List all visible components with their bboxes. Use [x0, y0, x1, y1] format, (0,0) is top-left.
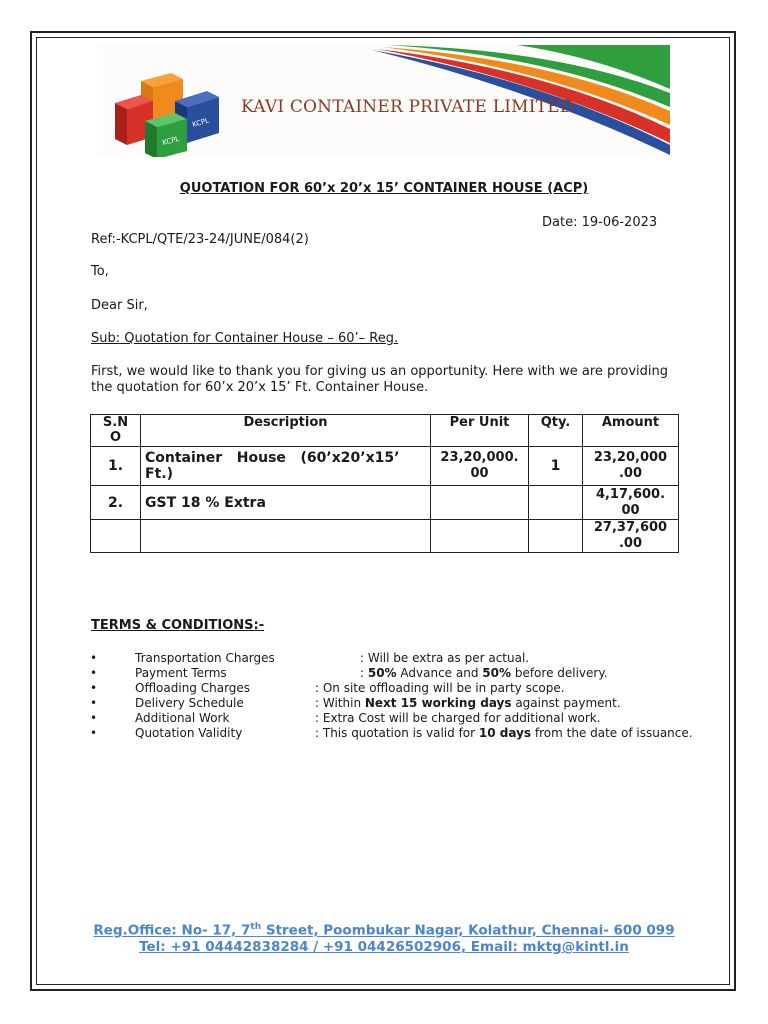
row-2-description: GST 18 % Extra [141, 486, 431, 520]
bullet: • [90, 681, 98, 695]
row-1-per-unit: 23,20,000. 00 [431, 447, 529, 486]
bullet: • [90, 726, 98, 740]
row-1-sno: 1. [91, 447, 141, 486]
term-value: : Will be extra as per actual. [360, 651, 530, 665]
footer-contact[interactable]: Tel: +91 04442838284 / +91 04426502906, Email: mktg@kintl.in [139, 939, 629, 955]
header-qty: Qty. [529, 415, 583, 447]
row-1-description: Container House (60’x20’x15’ Ft.) [141, 447, 431, 486]
term-label: Delivery Schedule [135, 696, 244, 710]
intro-line-2: the quotation for 60’x 20’x 15’ Ft. Container House. [91, 380, 429, 395]
footer-address: Reg.Office: No- 17, 7th Street, Poombukar Nagar, Kolathur, Chennai- 600 099 [93, 922, 675, 939]
quotation-table [90, 414, 679, 553]
logo-text-green: KCPL [161, 135, 181, 147]
header-description: Description [141, 415, 431, 447]
term-value: : This quotation is valid for 10 days from the date of issuance. [315, 726, 693, 740]
subject-line: Sub: Quotation for Container House – 60’– Reg. [91, 331, 399, 346]
term-label: Payment Terms [135, 666, 227, 680]
header-per-unit: Per Unit [431, 415, 529, 447]
row-1-amount: 23,20,000 .00 [583, 447, 679, 486]
quotation-title: QUOTATION FOR 60’x 20’x 15’ CONTAINER HOUSE (ACP) [179, 181, 589, 196]
terms-title: TERMS & CONDITIONS:- [91, 618, 265, 633]
term-value: : Extra Cost will be charged for additional work. [315, 711, 601, 725]
table-row-total [91, 520, 679, 553]
salutation: Dear Sir, [91, 298, 148, 313]
quotation-date: Date: 19-06-2023 [542, 215, 658, 230]
bullet: • [90, 711, 98, 725]
row-2-per-unit [431, 486, 529, 520]
table-row [91, 447, 679, 486]
reference-number: Ref:-KCPL/QTE/23-24/JUNE/084(2) [91, 232, 309, 247]
addressee: To, [91, 264, 109, 279]
logo-text-blue: KCPL [191, 116, 211, 129]
row-1-qty: 1 [529, 447, 583, 486]
total-per-unit [431, 520, 529, 553]
company-name: KAVI CONTAINER PRIVATE LIMITED [241, 97, 574, 117]
term-label: Offloading Charges [135, 681, 251, 695]
company-logo [111, 65, 231, 157]
total-qty [529, 520, 583, 553]
bullet: • [90, 651, 98, 665]
bullet: • [90, 666, 98, 680]
term-value: : On site offloading will be in party scope. [315, 681, 565, 695]
term-value: : 50% Advance and 50% before delivery. [360, 666, 608, 680]
bullet: • [90, 696, 98, 710]
table-row [91, 486, 679, 520]
letterhead [97, 45, 670, 157]
row-2-qty [529, 486, 583, 520]
header-amount: Amount [583, 415, 679, 447]
total-sno [91, 520, 141, 553]
term-label: Additional Work [135, 711, 230, 725]
row-2-amount: 4,17,600. 00 [583, 486, 679, 520]
header-sno: S.N O [91, 415, 141, 447]
term-label: Transportation Charges [135, 651, 275, 665]
term-label: Quotation Validity [135, 726, 243, 740]
term-value: : Within Next 15 working days against payment. [315, 696, 621, 710]
table-header-row [91, 415, 679, 447]
row-2-sno: 2. [91, 486, 141, 520]
intro-line-1: First, we would like to thank you for giving us an opportunity. Here with we are providing [91, 364, 668, 379]
total-amount: 27,37,600 .00 [583, 520, 679, 553]
total-description [141, 520, 431, 553]
